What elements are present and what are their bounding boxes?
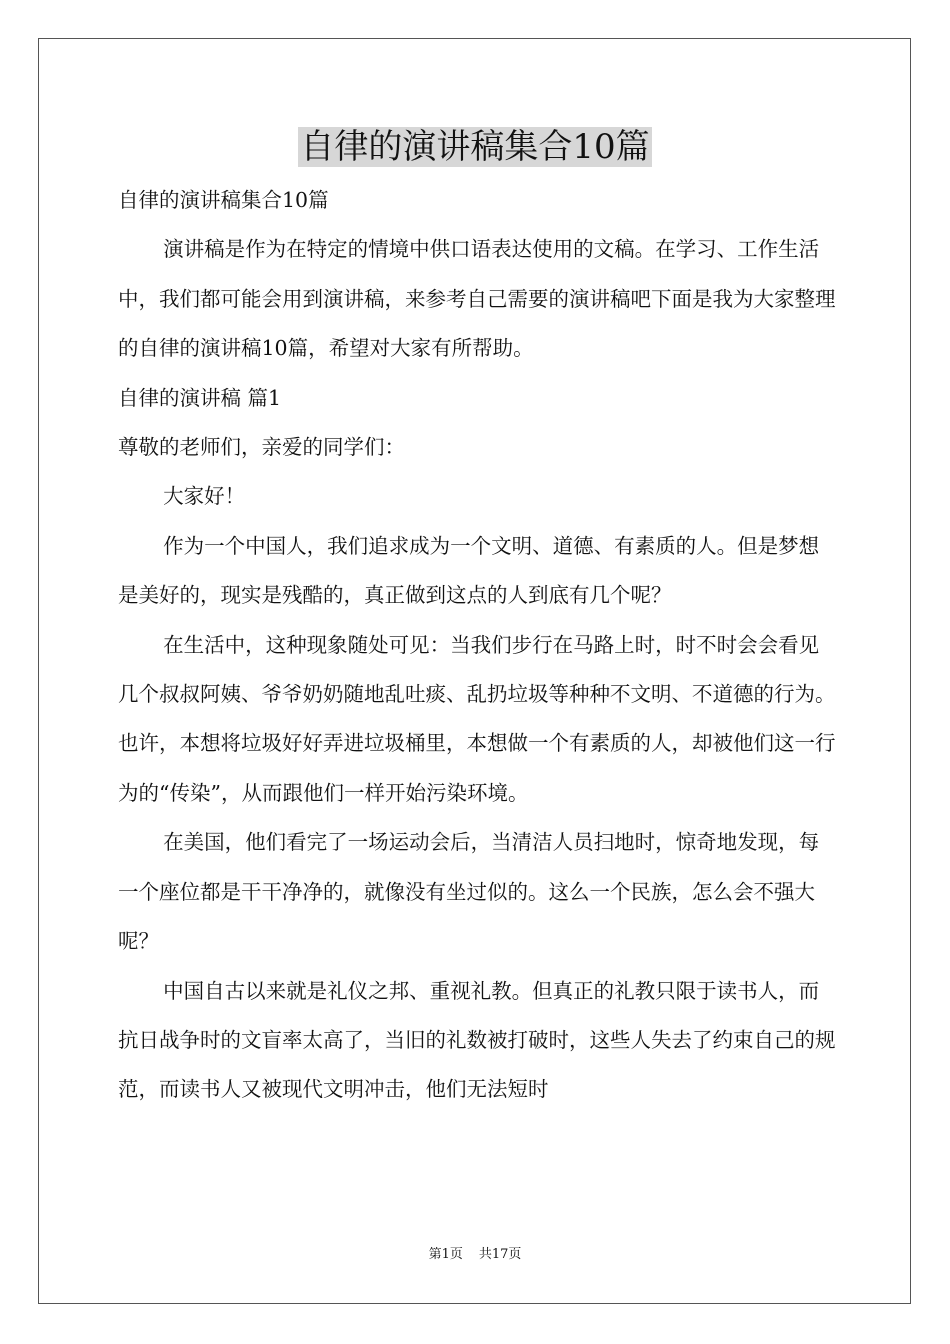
paragraph-body: 中国自古以来就是礼仪之邦、重视礼教。但真正的礼教只限于读书人，而抗日战争时的文盲率太高了，当旧的礼数被打破时，这些人失去了约束自己的规范，而读书人又被现代文明冲击，他们无法短时: [118, 978, 836, 1102]
document-title-text: 自律的演讲稿集合10篇: [300, 127, 650, 167]
paragraph-body: 在生活中，这种现象随处可见：当我们步行在马路上时，时不时会会看见几个叔叔阿姨、爷爷奶奶随地乱吐痰、乱扔垃圾等种种不文明、不道德的行为。也许，本想将垃圾好好弄进垃圾桶里，本想做一个有素质的人，却被他们这一行为的“传染”，从而跟他们一样开始污染环境。: [118, 632, 836, 805]
page-number: 第1页: [428, 1247, 463, 1262]
document-title: [0, 122, 950, 172]
paragraph-body: 作为一个中国人，我们追求成为一个文明、道德、有素质的人。但是梦想是美好的，现实是残酷的，真正做到这点的人到底有几个呢？: [118, 533, 820, 608]
section-heading: 自律的演讲稿 篇1: [118, 385, 282, 410]
paragraph-subtitle: 自律的演讲稿集合10篇: [118, 188, 329, 212]
page-total: 共17页: [478, 1247, 522, 1262]
paragraph-intro: 演讲稿是作为在特定的情境中供口语表达使用的文稿。在学习、工作生活中，我们都可能会用到演讲稿，来参考自己需要的演讲稿吧下面是我为大家整理的自律的演讲稿10篇，希望对大家有所帮助。: [118, 237, 836, 361]
paragraph-salutation: 尊敬的老师们，亲爱的同学们：: [118, 435, 405, 460]
paragraph-body: 在美国，他们看完了一场运动会后，当清洁人员扫地时，惊奇地发现，每一个座位都是干干净净的，就像没有坐过似的。这么一个民族，怎么会不强大呢？: [118, 830, 820, 954]
page-footer: [0, 1246, 950, 1264]
paragraph-greeting: 大家好！: [163, 484, 246, 509]
document-body: [118, 176, 838, 1115]
